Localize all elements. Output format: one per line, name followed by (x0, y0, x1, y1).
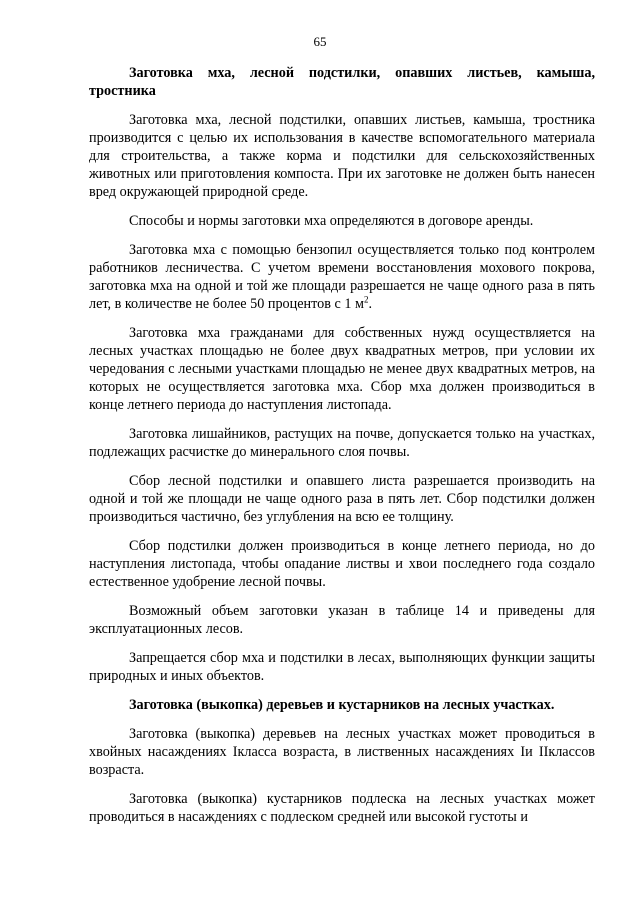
paragraph: Заготовка мха, лесной подстилки, опавших листьев, камыша, тростника производится с целью их использования в качестве вспомогательного материала для строительства, а также корма и подстилки для сельскохозяйственных животных или приготовления компоста. При их заготовке не должен быть нанесен вред окружающей природной среде. (89, 112, 595, 200)
paragraph: Заготовка мха гражданами для собственных нужд осуществляется на лесных участках площадью не более двух квадратных метров, при условии их чередования с лесными участками площадью не менее двух квадратных метров, на которых не осуществляется заготовка мха. Сбор мха должен производиться в конце летнего периода до наступления листопада. (89, 325, 595, 413)
page-number: 65 (313, 34, 327, 49)
paragraph-text: Заготовка мха с помощью бензопил осуществляется только под контролем работников лесничества. С учетом времени восстановления мохового покрова, заготовка мха на одной и той же площади разрешается не чаще одного раза в пять лет, в количестве не более 50 процентов с 1 м (89, 242, 595, 312)
paragraph: Заготовка лишайников, растущих на почве, допускается только на участках, подлежащих расчистке до минерального слоя почвы. (89, 426, 595, 460)
paragraph: Заготовка (выкопка) кустарников подлеска на лесных участках может проводиться в насаждениях с подлеском средней или высокой густоты и (89, 791, 595, 825)
paragraph: Сбор лесной подстилки и опавшего листа разрешается производить на одной и той же площади не чаще одного раза в пять лет. Сбор подстилки должен производиться частично, без углубления на всю ее толщину. (89, 473, 595, 525)
paragraph: Запрещается сбор мха и подстилки в лесах, выполняющих функции защиты природных и иных объектов. (89, 650, 595, 684)
section-heading-trees: Заготовка (выкопка) деревьев и кустарников на лесных участках. (129, 697, 555, 713)
paragraph-moss-saw (89, 241, 595, 313)
paragraph: Способы и нормы заготовки мха определяются в договоре аренды. (129, 213, 534, 229)
paragraph: Возможный объем заготовки указан в таблице 14 и приведены для эксплуатационных лесов. (89, 603, 595, 637)
paragraph: Сбор подстилки должен производиться в конце летнего периода, но до наступления листопада, чтобы опадание листвы и хвои последнего года создало естественное удобрение лесной почвы. (89, 538, 595, 590)
paragraph: Заготовка (выкопка) деревьев на лесных участках может проводиться в хвойных насаждениях Iкласса возраста, в лиственных насаждениях Iи IIклассов возраста. (89, 726, 595, 778)
page-content (89, 64, 595, 837)
section-heading-moss: Заготовка мха, лесной подстилки, опавших листьев, камыша, тростника (89, 65, 595, 99)
paragraph-tail: . (368, 296, 372, 312)
superscript: 2 (363, 294, 369, 305)
